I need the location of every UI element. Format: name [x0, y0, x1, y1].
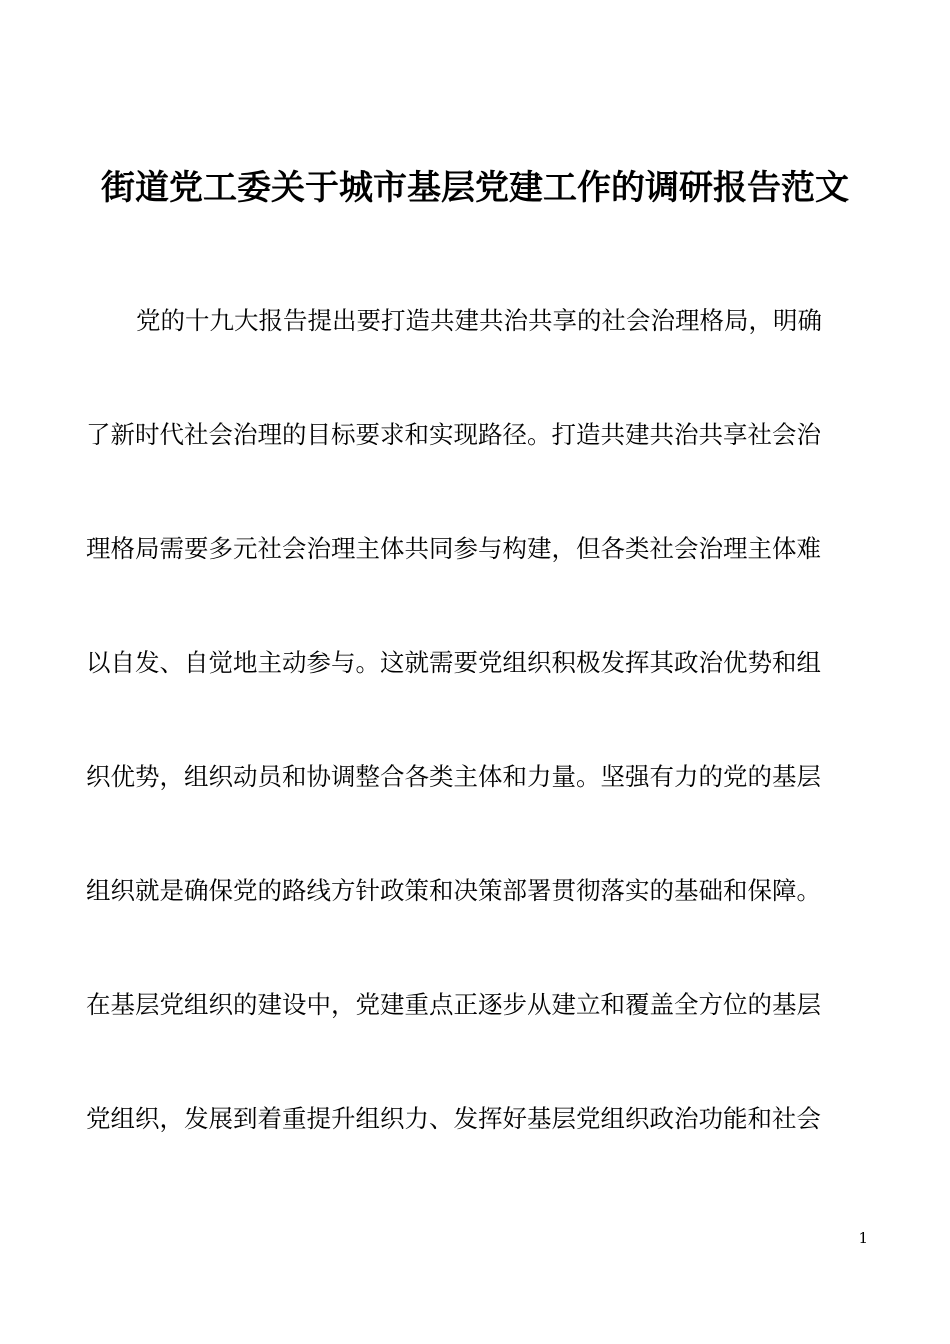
- body-line: 以自发、自觉地主动参与。这就需要党组织积极发挥其政治优势和组: [86, 648, 821, 677]
- body-line: 党的十九大报告提出要打造共建共治共享的社会治理格局，明确: [136, 306, 822, 335]
- body-line: 党组织，发展到着重提升组织力、发挥好基层党组织政治功能和社会: [86, 1104, 821, 1133]
- document-body: [86, 296, 866, 1208]
- body-line: 组织就是确保党的路线方针政策和决策部署贯彻落实的基础和保障。: [86, 876, 821, 905]
- page-number: 1: [858, 1229, 868, 1247]
- document-title: 街道党工委关于城市基层党建工作的调研报告范文: [101, 168, 849, 208]
- body-line: 理格局需要多元社会治理主体共同参与构建，但各类社会治理主体难: [86, 534, 821, 563]
- body-line: 了新时代社会治理的目标要求和实现路径。打造共建共治共享社会治: [86, 420, 821, 449]
- body-line: 在基层党组织的建设中，党建重点正逐步从建立和覆盖全方位的基层: [86, 990, 821, 1019]
- body-line: 织优势，组织动员和协调整合各类主体和力量。坚强有力的党的基层: [86, 762, 821, 791]
